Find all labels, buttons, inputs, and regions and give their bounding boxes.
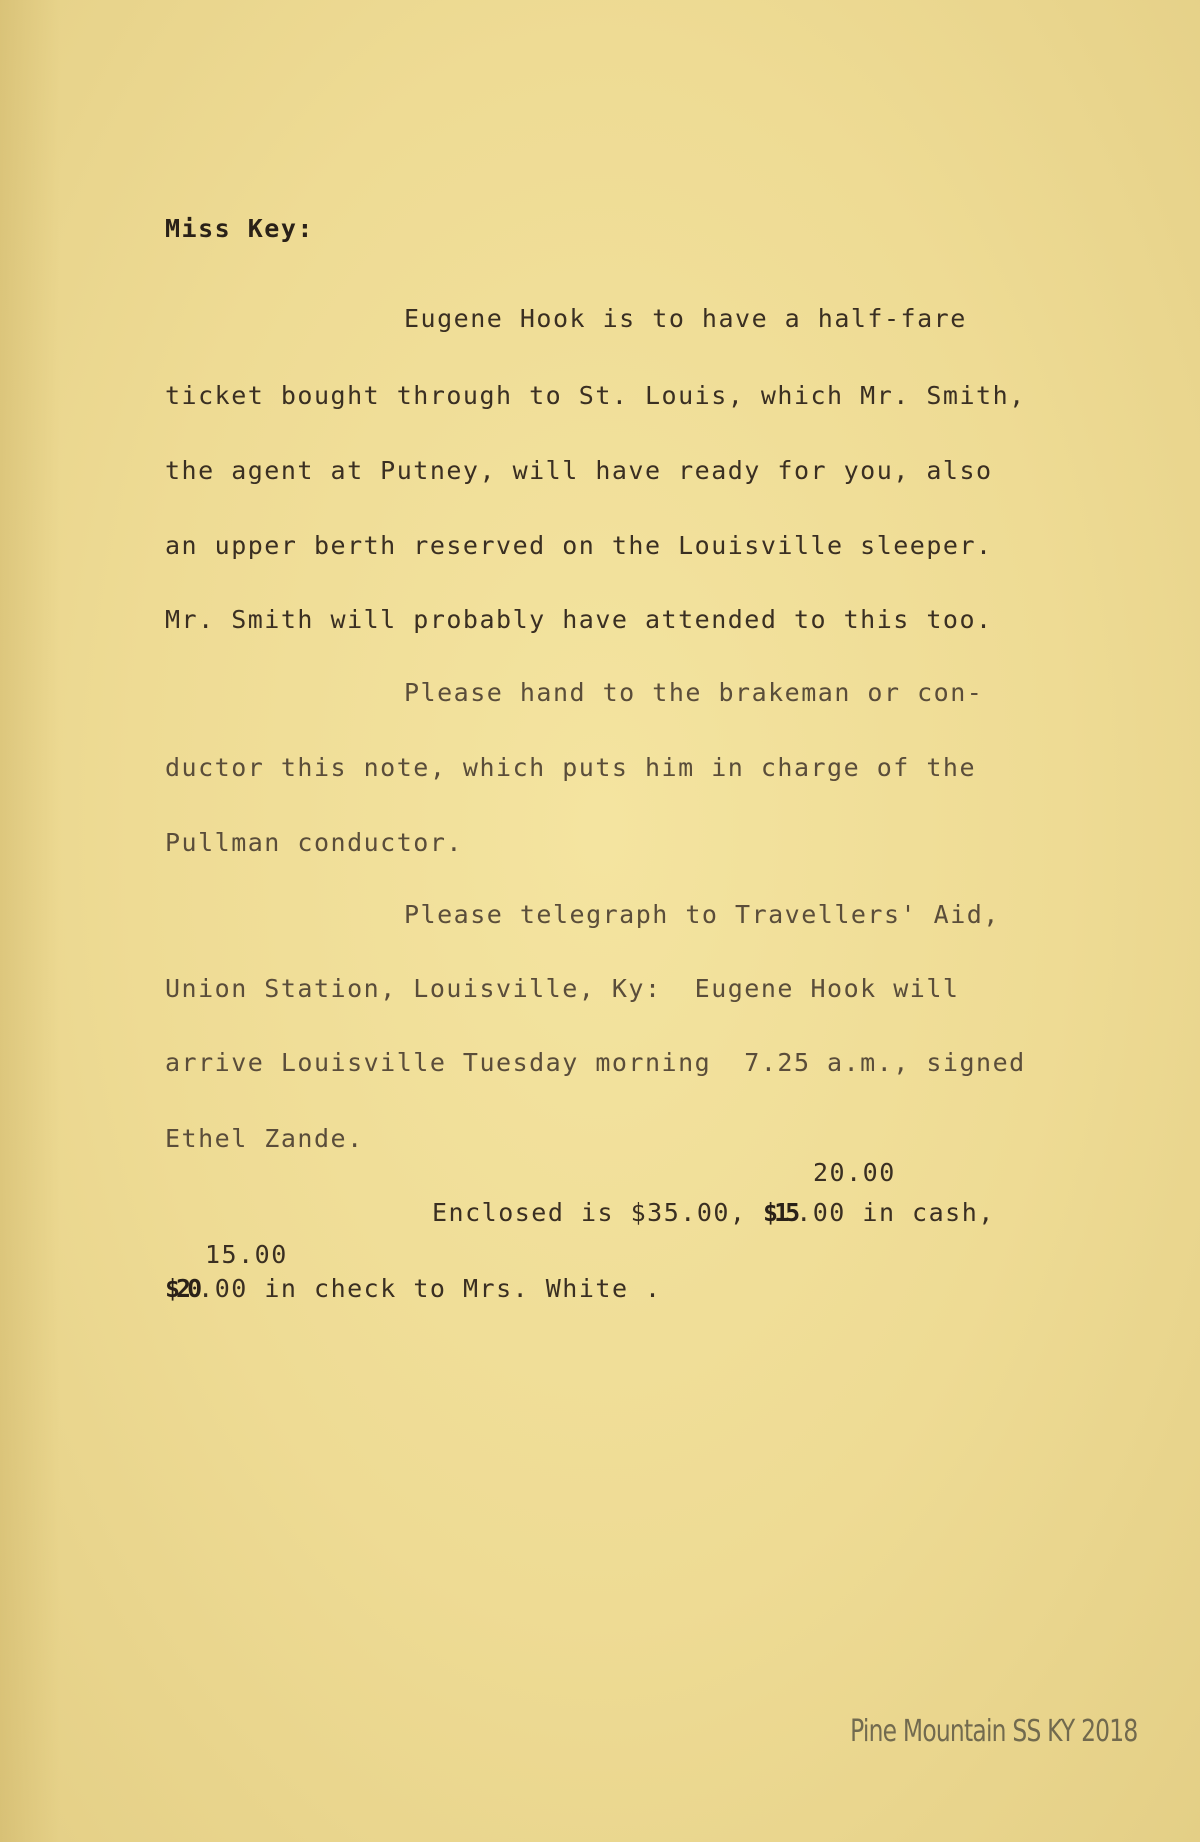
- enclosure-prefix: Enclosed is $35.00,: [432, 1198, 764, 1227]
- letter-line-3: the agent at Putney, will have ready for you, also: [165, 456, 993, 485]
- letter-line-4: an upper berth reserved on the Louisville sleeper.: [165, 531, 993, 560]
- letter-line-8: Pullman conductor.: [165, 828, 463, 857]
- correction-check: 15.00: [205, 1240, 288, 1269]
- archive-watermark: Pine Mountain SS KY 2018: [850, 1714, 1138, 1749]
- letter-line-9: Please telegraph to Travellers' Aid,: [404, 900, 1000, 929]
- enclosure-line: [432, 1200, 995, 1225]
- letter-line-5: Mr. Smith will probably have attended to this too.: [165, 605, 993, 634]
- letter-line-1: Eugene Hook is to have a half-fare: [404, 304, 967, 333]
- paper-edge-shadow: [0, 0, 60, 1842]
- letter-line-2: ticket bought through to St. Louis, which Mr. Smith,: [165, 381, 1026, 410]
- letter-line-7: ductor this note, which puts him in charge of the: [165, 753, 977, 782]
- letter-line-12: Ethel Zande.: [165, 1124, 364, 1153]
- letter-line-11: arrive Louisville Tuesday morning 7.25 a.m., signed: [165, 1048, 1026, 1077]
- struck-cash-amount: $15: [763, 1198, 797, 1227]
- letter-line-10: Union Station, Louisville, Ky: Eugene Hook will: [165, 974, 960, 1003]
- struck-check-amount: $20: [165, 1274, 199, 1303]
- check-suffix: .00 in check to Mrs. White .: [198, 1274, 662, 1303]
- salutation: Miss Key:: [165, 214, 314, 243]
- letter-line-6: Please hand to the brakeman or con-: [404, 678, 984, 707]
- check-line: [165, 1276, 662, 1301]
- enclosure-suffix: .00 in cash,: [796, 1198, 995, 1227]
- correction-cash: 20.00: [813, 1158, 896, 1187]
